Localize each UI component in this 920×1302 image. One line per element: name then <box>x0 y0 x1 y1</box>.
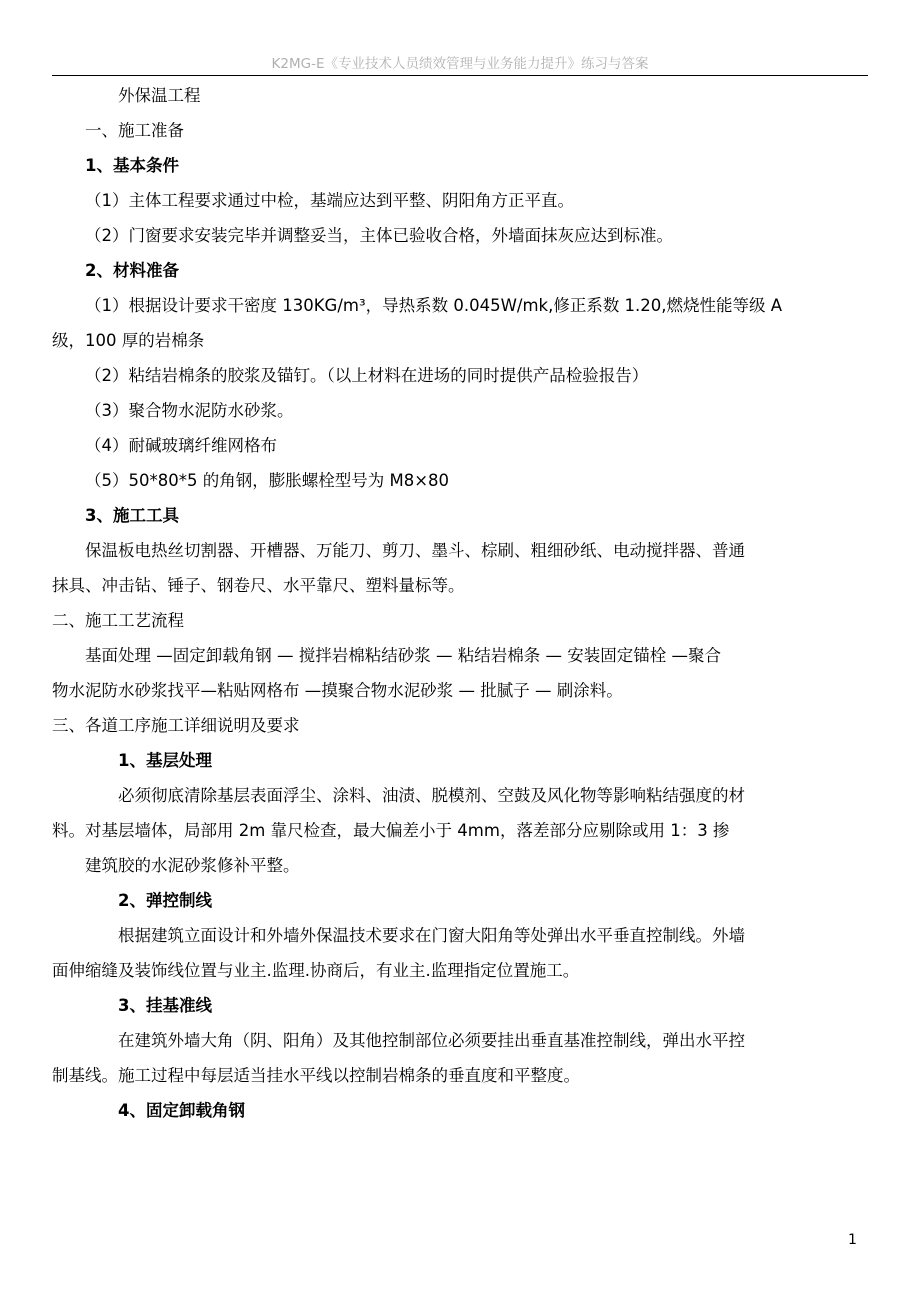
page-header <box>0 52 920 72</box>
item-1-2-2: （2）粘结岩棉条的胶浆及锚钉。（以上材料在进场的同时提供产品检验报告） <box>85 366 649 385</box>
paragraph-3-1-line2: 料。对基层墙体，局部用 2m 靠尺检查，最大偏差小于 4mm，落差部分应剔除或用 1：3 掺 <box>52 821 730 840</box>
paragraph-3-2-line1: 根据建筑立面设计和外墙外保温技术要求在门窗大阳角等处弹出水平垂直控制线。外墙 <box>118 926 745 945</box>
paragraph-2-line1: 基面处理 —固定卸载角钢 — 搅拌岩棉粘结砂浆 — 粘结岩棉条 — 安装固定锚栓 —聚合 <box>85 646 721 665</box>
item-1-2-3: （3）聚合物水泥防水砂浆。 <box>85 401 294 420</box>
paragraph-3-1-line3: 建筑胶的水泥砂浆修补平整。 <box>85 856 300 875</box>
header-divider <box>52 75 868 76</box>
item-1-1-2: （2）门窗要求安装完毕并调整妥当，主体已验收合格，外墙面抹灰应达到标准。 <box>85 226 673 245</box>
header-code: K2MG-E <box>271 56 325 72</box>
heading-3-2: 2、弹控制线 <box>118 891 212 910</box>
paragraph-3-3-line2: 制基线。施工过程中每层适当挂水平线以控制岩棉条的垂直度和平整度。 <box>52 1066 580 1085</box>
document-body <box>52 78 870 1128</box>
paragraph-2-line2: 物水泥防水砂浆找平—粘贴网格布 —摸聚合物水泥砂浆 — 批腻子 — 刷涂料。 <box>52 681 623 700</box>
paragraph-1-3-line1: 保温板电热丝切割器、开槽器、万能刀、剪刀、墨斗、棕刷、粗细砂纸、电动搅拌器、普通 <box>85 541 745 560</box>
heading-section-2: 二、施工工艺流程 <box>52 611 184 630</box>
item-1-1-1: （1）主体工程要求通过中检，基端应达到平整、阴阳角方正平直。 <box>85 191 574 210</box>
page-title: 外保温工程 <box>118 86 201 105</box>
header-title: 《专业技术人员绩效管理与业务能力提升》练习与答案 <box>324 56 649 72</box>
paragraph-3-3-line1: 在建筑外墙大角（阴、阳角）及其他控制部位必须要挂出垂直基准控制线，弹出水平控 <box>118 1031 745 1050</box>
page-number: 1 <box>848 1232 857 1248</box>
item-1-2-4: （4）耐碱玻璃纤维网格布 <box>85 436 277 455</box>
heading-section-1: 一、施工准备 <box>85 121 184 140</box>
heading-section-3: 三、各道工序施工详细说明及要求 <box>52 716 300 735</box>
paragraph-1-3-line2: 抹具、冲击钻、锤子、钢卷尺、水平靠尺、塑料量标等。 <box>52 576 465 595</box>
heading-3-4: 4、固定卸载角钢 <box>118 1101 245 1120</box>
item-1-2-1-line2: 级，100 厚的岩棉条 <box>52 331 205 350</box>
heading-3-3: 3、挂基准线 <box>118 996 212 1015</box>
heading-1-2: 2、材料准备 <box>85 261 179 280</box>
paragraph-3-2-line2: 面伸缩缝及装饰线位置与业主.监理.协商后，有业主.监理指定位置施工。 <box>52 961 580 980</box>
heading-1-1: 1、基本条件 <box>85 156 179 175</box>
item-1-2-5: （5）50*80*5 的角钢，膨胀螺栓型号为 M8×80 <box>85 471 450 490</box>
heading-3-1: 1、基层处理 <box>118 751 212 770</box>
item-1-2-1-line1: （1）根据设计要求干密度 130KG/m³，导热系数 0.045W/mk,修正系数 1.20,燃烧性能等级 A <box>85 296 783 315</box>
heading-1-3: 3、施工工具 <box>85 506 179 525</box>
paragraph-3-1-line1: 必须彻底清除基层表面浮尘、涂料、油渍、脱模剂、空鼓及风化物等影响粘结强度的材 <box>118 786 745 805</box>
